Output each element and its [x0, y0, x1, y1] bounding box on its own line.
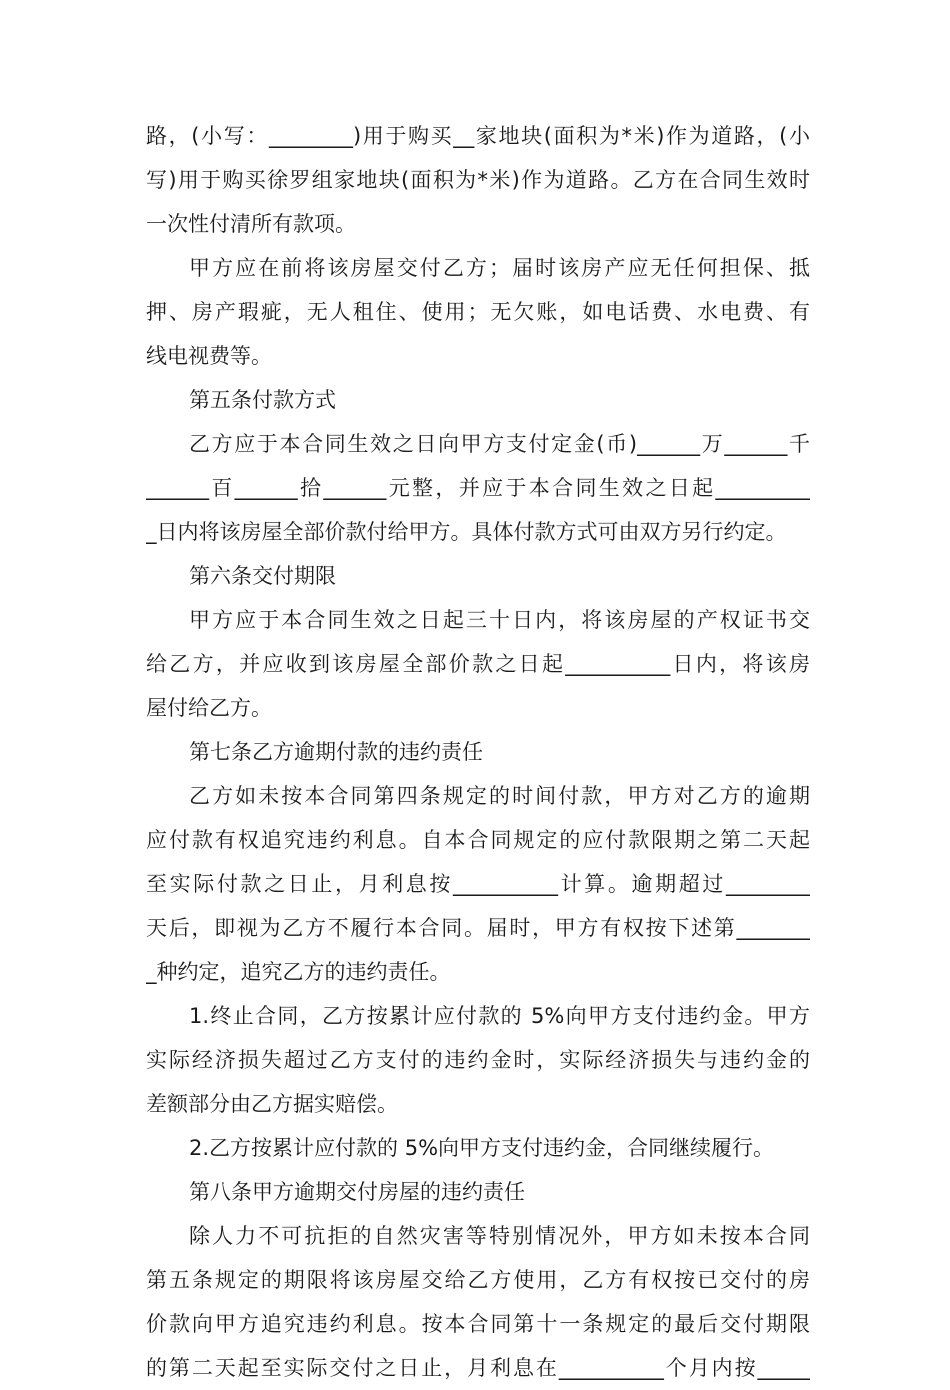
- section-heading-6: 第六条交付期限: [189, 564, 336, 588]
- text-line-16: 乙方如未按本合同第四条规定的时间付款，甲方对乙方的逾期: [189, 784, 810, 808]
- text-line-8: 乙方应于本合同生效之日向甲方支付定金(币)______万______千: [189, 432, 810, 456]
- section-heading-7: 第七条乙方逾期付款的违约责任: [189, 740, 483, 764]
- text-line-19: 天后，即视为乙方不履行本合同。届时，甲方有权按下述第_______: [146, 916, 810, 940]
- text-line-5: 押、房产瑕疵，无人租住、使用；无欠账，如电话费、水电费、有: [146, 300, 810, 324]
- text-line-10: _日内将该房屋全部价款付给甲方。具体付款方式可由双方另行约定。: [146, 520, 787, 544]
- text-line-29: 的第二天起至实际交付之日止，月利息在__________个月内按_____: [146, 1356, 810, 1380]
- text-line-17: 应付款有权追究违约利息。自本合同规定的应付款限期之第二天起: [146, 828, 810, 852]
- text-line-2: 写)用于购买徐罗组家地块(面积为*米)作为道路。乙方在合同生效时: [146, 168, 810, 192]
- text-line-14: 屋付给乙方。: [146, 696, 272, 720]
- text-line-22: 实际经济损失超过乙方支付的违约金时，实际经济损失与违约金的: [146, 1048, 810, 1072]
- text-line-9: ______百______拾______元整，并应于本合同生效之日起_________: [146, 476, 810, 500]
- section-heading-5: 第五条付款方式: [189, 388, 336, 412]
- text-line-13: 给乙方，并应收到该房屋全部价款之日起__________日内，将该房: [146, 652, 810, 676]
- text-line-24: 2.乙方按累计应付款的 5%向甲方支付违约金，合同继续履行。: [189, 1136, 775, 1160]
- text-line-20: _种约定，追究乙方的违约责任。: [146, 960, 451, 984]
- text-line-23: 差额部分由乙方据实赔偿。: [146, 1092, 398, 1116]
- text-line-6: 线电视费等。: [146, 344, 272, 368]
- text-line-3: 一次性付清所有款项。: [146, 212, 356, 236]
- text-line-28: 价款向甲方追究违约利息。按本合同第十一条规定的最后交付期限: [146, 1312, 810, 1336]
- text-line-18: 至实际付款之日止，月利息按__________计算。逾期超过________: [146, 872, 810, 896]
- section-heading-8: 第八条甲方逾期交付房屋的违约责任: [189, 1180, 525, 1204]
- text-line-27: 第五条规定的期限将该房屋交给乙方使用，乙方有权按已交付的房: [146, 1268, 810, 1292]
- text-line-1: 路，(小写：________)用于购买__家地块(面积为*米)作为道路，(小: [146, 124, 810, 148]
- text-line-21: 1.终止合同，乙方按累计应付款的 5%向甲方支付违约金。甲方: [189, 1004, 810, 1028]
- document-body: [146, 114, 810, 1390]
- text-line-26: 除人力不可抗拒的自然灾害等特别情况外，甲方如未按本合同: [189, 1224, 810, 1248]
- text-line-4: 甲方应在前将该房屋交付乙方；届时该房产应无任何担保、抵: [189, 256, 810, 280]
- text-line-12: 甲方应于本合同生效之日起三十日内，将该房屋的产权证书交: [189, 608, 810, 632]
